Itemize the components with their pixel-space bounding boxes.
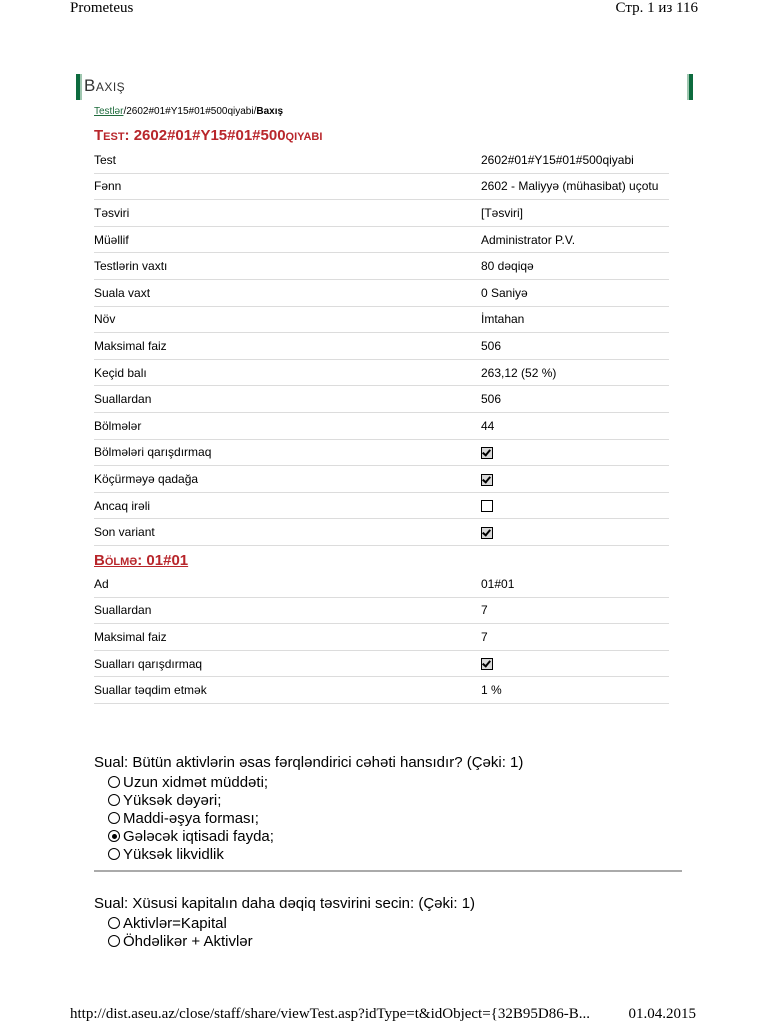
question-separator [94, 870, 682, 872]
info-row [94, 597, 669, 624]
question-text: Sual: Xüsusi kapitalın daha dəqiq təsvirini secin: (Çəki: 1) [94, 895, 476, 912]
info-row-value: 44 [481, 412, 669, 439]
info-row [94, 253, 669, 280]
info-row-value: 01#01 [481, 571, 669, 597]
info-row-value [481, 519, 669, 546]
info-row [94, 571, 669, 597]
info-row [94, 306, 669, 333]
checkbox-checked [481, 447, 493, 459]
answer-option-label: Aktivlər=Kapital [123, 915, 227, 932]
info-row-label: Növ [94, 306, 481, 333]
info-row-value [481, 439, 669, 466]
info-row [94, 333, 669, 360]
answer-option[interactable] [108, 810, 684, 828]
info-row-label: Fənn [94, 173, 481, 200]
info-row [94, 359, 669, 386]
page-title-bar [76, 74, 693, 102]
info-row-value: Administrator P.V. [481, 226, 669, 253]
answer-option-label: Maddi-əşya forması; [123, 810, 259, 827]
info-row-value: İmtahan [481, 306, 669, 333]
answer-option[interactable] [108, 828, 684, 846]
info-row-label: Son variant [94, 519, 481, 546]
info-row [94, 226, 669, 253]
info-row [94, 466, 669, 493]
print-footer-url: http://dist.aseu.az/close/staff/share/viewTest.asp?idType=t&idObject={32B95D86-B... [70, 1006, 590, 1022]
info-row-value: 2602 - Maliyyə (mühasibat) uçotu [481, 173, 669, 200]
checkbox-checked [481, 658, 493, 670]
radio-empty-icon[interactable] [108, 848, 120, 860]
info-row-value: 1 % [481, 677, 669, 704]
info-row-value: 506 [481, 386, 669, 413]
info-row-label: Suallardan [94, 386, 481, 413]
info-row [94, 677, 669, 704]
radio-selected-icon[interactable] [108, 830, 120, 842]
info-row-value: 7 [481, 597, 669, 624]
info-row-label: Təsviri [94, 200, 481, 227]
checkbox-checked [481, 474, 493, 486]
info-row-label: Suallar təqdim etmək [94, 677, 481, 704]
radio-empty-icon[interactable] [108, 794, 120, 806]
radio-empty-icon[interactable] [108, 812, 120, 824]
info-row [94, 624, 669, 651]
info-row [94, 386, 669, 413]
page-title: Baxış [84, 76, 126, 95]
info-row-label: Müəllif [94, 226, 481, 253]
breadcrumb-separator: / [123, 106, 127, 117]
info-row-label: Ad [94, 571, 481, 597]
print-footer [70, 1006, 696, 1023]
info-row-label: Bölmələr [94, 412, 481, 439]
info-row-value: 7 [481, 624, 669, 651]
info-row-label: Maksimal faiz [94, 333, 481, 360]
info-row-label: Köçürməyə qadağa [94, 466, 481, 493]
print-footer-date: 01.04.2015 [628, 1006, 696, 1022]
info-row-label: Ancaq irəli [94, 492, 481, 519]
info-row-label: Maksimal faiz [94, 624, 481, 651]
answer-option[interactable] [108, 792, 684, 810]
title-bar-left-decoration [76, 74, 82, 100]
breadcrumb-link-tests[interactable]: Testlər [94, 106, 124, 117]
question-block [94, 754, 684, 864]
breadcrumb-path: 2602#01#Y15#01#500qiyabi [126, 106, 254, 117]
info-row-value [481, 650, 669, 677]
info-row-label: Suallardan [94, 597, 481, 624]
info-row-value: [Təsviri] [481, 200, 669, 227]
info-row [94, 147, 669, 173]
info-row-value [481, 466, 669, 493]
info-row-value: 2602#01#Y15#01#500qiyabi [481, 147, 669, 173]
info-row-label: Suala vaxt [94, 279, 481, 306]
print-header-page: Стр. 1 из 116 [615, 0, 698, 16]
info-row-label: Test [94, 147, 481, 173]
radio-empty-icon[interactable] [108, 917, 120, 929]
print-header-title: Prometeus [70, 0, 134, 16]
answer-option-label: Uzun xidmət müddəti; [123, 774, 269, 791]
info-row-value: 80 dəqiqə [481, 253, 669, 280]
section-info-table [94, 571, 669, 704]
info-row [94, 650, 669, 677]
info-row-label: Sualları qarışdırmaq [94, 650, 481, 677]
info-row [94, 412, 669, 439]
question-block [94, 895, 684, 951]
checkbox-checked [481, 527, 493, 539]
info-row [94, 200, 669, 227]
breadcrumb-separator: / [253, 106, 257, 117]
info-row-value [481, 492, 669, 519]
question-text: Sual: Bütün aktivlərin əsas fərqləndirici cəhəti hansıdır? (Çəki: 1) [94, 754, 524, 771]
info-row [94, 279, 669, 306]
info-row-label: Bölmələri qarışdırmaq [94, 439, 481, 466]
breadcrumb [94, 106, 283, 117]
info-row [94, 439, 669, 466]
bolme-section-title: Bölmə: 01#01 [94, 552, 189, 569]
answer-option[interactable] [108, 915, 684, 933]
radio-empty-icon[interactable] [108, 776, 120, 788]
info-row-value: 263,12 (52 %) [481, 359, 669, 386]
info-row-value: 0 Saniyə [481, 279, 669, 306]
title-bar-right-decoration [687, 74, 693, 100]
test-info-table [94, 147, 669, 546]
info-row [94, 519, 669, 546]
answer-option-label: Yüksək likvidlik [123, 846, 224, 863]
answer-option-label: Gələcək iqtisadi fayda; [123, 828, 274, 845]
answer-option[interactable] [108, 933, 684, 951]
answer-option[interactable] [108, 774, 684, 792]
info-row [94, 173, 669, 200]
answer-option[interactable] [108, 846, 684, 864]
test-section-title: Test: 2602#01#Y15#01#500qiyabi [94, 127, 323, 144]
info-row-value: 506 [481, 333, 669, 360]
info-row [94, 492, 669, 519]
checkbox-unchecked [481, 500, 493, 512]
print-header [70, 0, 698, 17]
answer-option-label: Öhdəlikər + Aktivlər [123, 933, 253, 950]
info-row-label: Testlərin vaxtı [94, 253, 481, 280]
info-row-label: Keçid balı [94, 359, 481, 386]
breadcrumb-current: Baxış [256, 106, 284, 117]
answer-option-label: Yüksək dəyəri; [123, 792, 222, 809]
radio-empty-icon[interactable] [108, 935, 120, 947]
